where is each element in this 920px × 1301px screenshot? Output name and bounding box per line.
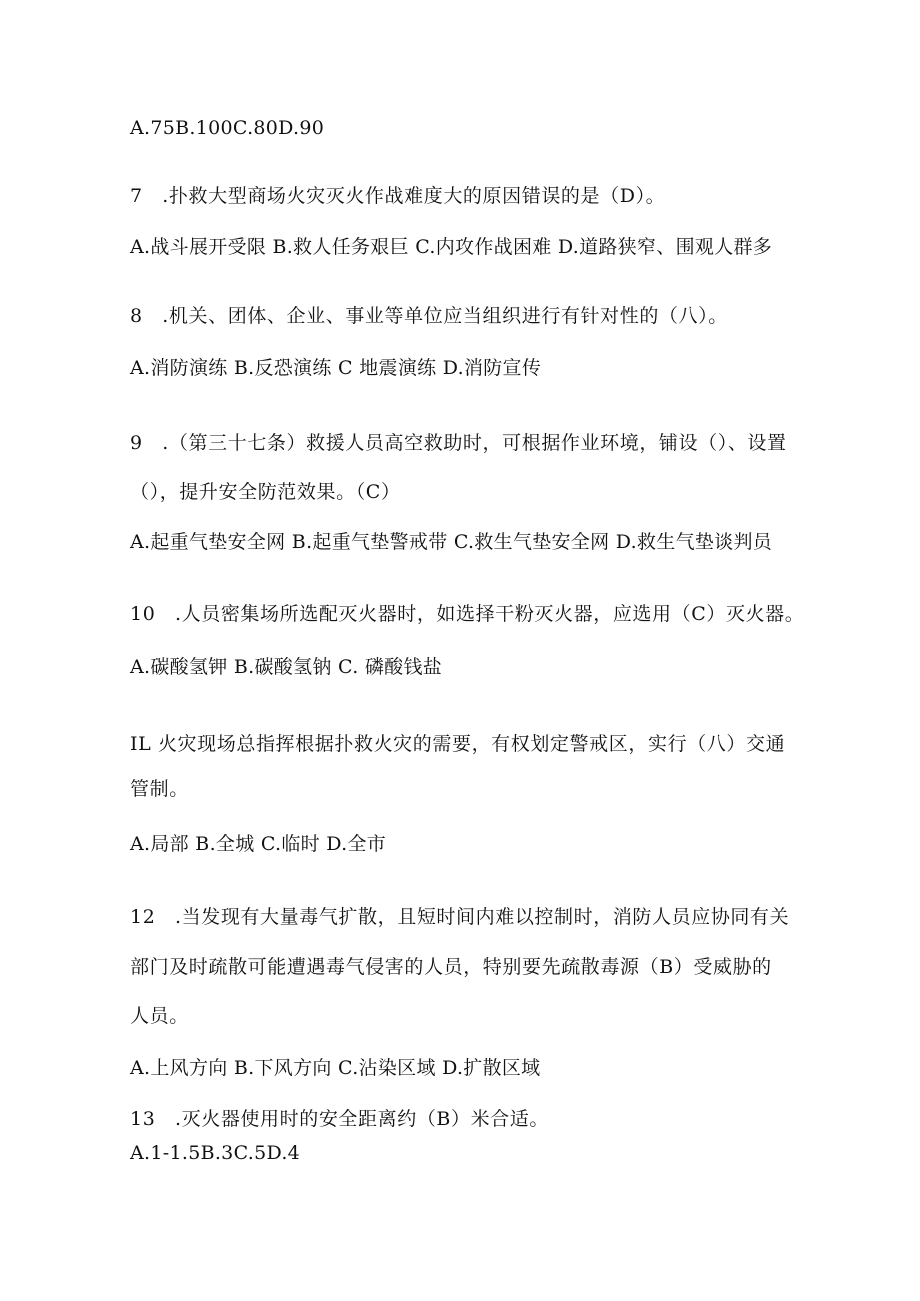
- q7-options: A.战斗展开受限 B.救人任务艰巨 C.内攻作战困难 D.道路狭窄、围观人群多: [130, 236, 773, 258]
- q6-options: A.75B.100C.80D.90: [130, 117, 325, 139]
- q8-question: 8 .机关、团体、企业、事业等单位应当组织进行有针对性的（八）。: [130, 305, 728, 327]
- q11-question-line2: 管制。: [130, 778, 189, 800]
- q11-question-line1: IL 火灾现场总指挥根据扑救火灾的需要，有权划定警戒区，实行（八）交通: [130, 733, 786, 755]
- q12-question-line3: 人员。: [130, 1005, 189, 1027]
- q9-question-line2: （），提升安全防范效果。（C）: [130, 481, 401, 503]
- q10-question: 10 .人员密集场所选配灭火器时，如选择干粉灭火器，应选用（C）灭火器。: [130, 603, 805, 625]
- q7-question: 7 .扑救大型商场火灾灭火作战难度大的原因错误的是（D）。: [130, 185, 666, 207]
- q10-options: A.碳酸氢钾 B.碳酸氢钠 C. 磷酸钱盐: [130, 656, 443, 678]
- q13-question: 13 .灭火器使用时的安全距离约（B）米合适。: [130, 1108, 549, 1130]
- q8-options: A.消防演练 B.反恐演练 C 地震演练 D.消防宣传: [130, 357, 542, 379]
- q12-options: A.上风方向 B.下风方向 C.沾染区域 D.扩散区域: [130, 1057, 541, 1079]
- q13-options: A.1-1.5B.3C.5D.4: [130, 1142, 301, 1164]
- q12-question-line2: 部门及时疏散可能遭遇毒气侵害的人员，特别要先疏散毒源（B）受威胁的: [130, 956, 772, 978]
- q9-options: A.起重气垫安全网 B.起重气垫警戒带 C.救生气垫安全网 D.救生气垫谈判员: [130, 531, 773, 553]
- q11-options: A.局部 B.全城 C.临时 D.全市: [130, 833, 387, 855]
- q9-question-line1: 9 .（第三十七条）救援人员高空救助时，可根据作业环境，铺设（）、设置: [130, 432, 787, 454]
- q12-question-line1: 12 .当发现有大量毒气扩散，且短时间内难以控制时，消防人员应协同有关: [130, 906, 790, 928]
